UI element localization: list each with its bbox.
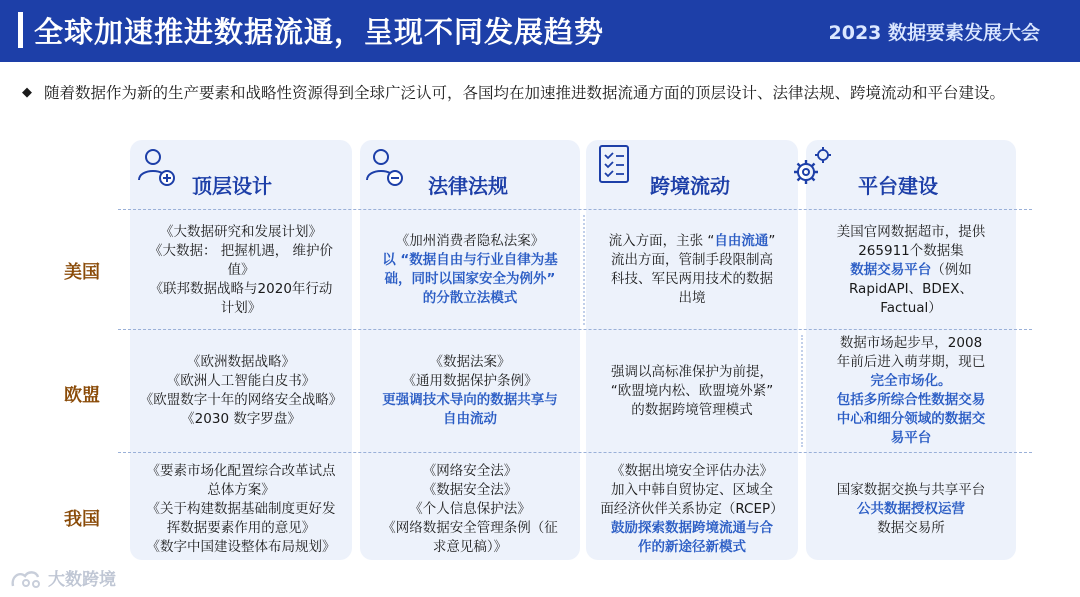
intro-text: 随着数据作为新的生产要素和战略性资源得到全球广泛认可，各国均在加速推进数据流通方面的顶层设计、法律法规、跨境流动和平台建设。 bbox=[44, 84, 1006, 102]
column-title-platform: 平台建设 bbox=[858, 174, 938, 198]
row-label-cn: 我国 bbox=[64, 509, 100, 530]
policy-line: 《2030 数字罗盘》 bbox=[181, 411, 301, 427]
gears-icon bbox=[790, 144, 836, 190]
cell-cn-platform bbox=[806, 455, 1016, 563]
policy-line: 数据市场起步早，2008 bbox=[839, 335, 983, 351]
policy-line: 数据交易所 bbox=[877, 519, 945, 536]
policy-line: 《加州消费者隐私法案》 bbox=[395, 233, 545, 249]
watermark bbox=[10, 565, 116, 591]
policy-line: 《欧盟数字十年的网络安全战略》 bbox=[139, 392, 343, 408]
column-divider bbox=[583, 215, 585, 325]
policy-line: 求意见稿）》 bbox=[432, 538, 508, 555]
policy-line: RapidAPI、BDEX、 bbox=[848, 280, 974, 297]
cell-eu-platform bbox=[806, 332, 1016, 450]
highlight-line: 公共数据授权运营 bbox=[857, 500, 965, 517]
policy-line: 《欧洲数据战略》 bbox=[187, 354, 295, 370]
policy-line: 《数字中国建设整体布局规划》 bbox=[146, 538, 336, 555]
text-fragment: （例如 bbox=[931, 261, 972, 278]
watermark-logo-icon bbox=[10, 569, 44, 591]
highlight-text: 自由流通 bbox=[714, 233, 769, 249]
highlight-line: 中心和细分领域的数据交 bbox=[836, 411, 986, 427]
policy-line: 265911个数据集 bbox=[858, 242, 964, 259]
cell-eu-law bbox=[360, 332, 580, 450]
cell-cn-cross-border bbox=[586, 455, 798, 563]
cell-us-top-design bbox=[130, 212, 352, 328]
policy-line: Factual） bbox=[880, 299, 942, 316]
policy-line: 科技、军民两用技术的数据 bbox=[610, 271, 773, 287]
policy-line: 《数据安全法》 bbox=[422, 481, 518, 498]
policy-line: 出境 bbox=[678, 290, 706, 306]
policy-line: 总体方案》 bbox=[207, 481, 275, 498]
policy-line: 《欧洲人工智能白皮书》 bbox=[166, 373, 316, 389]
policy-line: 《要素市场化配置综合改革试点 bbox=[146, 462, 336, 479]
title-banner bbox=[0, 0, 1080, 62]
row-label-us: 美国 bbox=[64, 262, 100, 283]
row-divider bbox=[118, 209, 1032, 210]
highlight-line: 自由流动 bbox=[443, 411, 497, 427]
highlight-line: 以 “数据自由与行业自律为基 bbox=[382, 252, 558, 268]
column-title-law: 法律法规 bbox=[428, 174, 508, 198]
policy-line: 《大数据研究和发展计划》 bbox=[160, 223, 322, 240]
column-title-cross-border: 跨境流动 bbox=[650, 174, 730, 198]
user-add-icon bbox=[136, 144, 176, 190]
text-fragment: 流入方面，主张 “ bbox=[608, 233, 715, 249]
cell-eu-top-design bbox=[130, 332, 352, 450]
policy-line: 年前后进入萌芽期，现已 bbox=[836, 354, 986, 370]
policy-line: 流出方面，管制手段限制高 bbox=[610, 252, 773, 268]
highlight-line: 鼓励探索数据跨境流通与合 bbox=[611, 519, 773, 536]
policy-line: 值》 bbox=[227, 261, 255, 278]
policy-line: 《联邦数据战略与2020年行动 bbox=[149, 280, 333, 297]
policy-line bbox=[837, 261, 986, 280]
highlight-line: 更强调技术导向的数据共享与 bbox=[382, 392, 558, 408]
highlight-line: 础，同时以国家安全为例外” bbox=[384, 271, 556, 287]
highlight-line: 的分散立法模式 bbox=[422, 290, 518, 306]
checklist-document-icon bbox=[596, 144, 636, 190]
policy-line: 加入中韩自贸协定、区域全 bbox=[611, 481, 773, 498]
policy-line: 《关于构建数据基础制度更好发 bbox=[146, 500, 336, 517]
highlight-text: 数据交易平台 bbox=[850, 261, 932, 278]
cell-eu-cross-border bbox=[586, 332, 798, 450]
cell-cn-top-design bbox=[130, 455, 352, 563]
column-header-platform bbox=[806, 140, 1016, 208]
column-header-cross-border bbox=[586, 140, 798, 208]
policy-line: 的数据跨境管理模式 bbox=[631, 401, 753, 418]
intro-paragraph bbox=[22, 80, 1067, 106]
row-label-eu: 欧盟 bbox=[64, 385, 100, 406]
policy-line: 《个人信息保护法》 bbox=[409, 500, 531, 517]
cell-us-platform bbox=[806, 212, 1016, 328]
policy-line: 计划》 bbox=[220, 299, 262, 316]
policy-line: 《大数据： 把握机遇， 维护价 bbox=[148, 242, 334, 259]
highlight-line: 包括多所综合性数据交易 bbox=[836, 392, 986, 408]
highlight-line: 易平台 bbox=[890, 430, 932, 446]
policy-line: 《数据法案》 bbox=[429, 354, 511, 370]
highlight-line: 完全市场化。 bbox=[870, 373, 952, 389]
watermark-text: 大数跨境 bbox=[48, 570, 116, 590]
column-title-top-design: 顶层设计 bbox=[192, 174, 272, 198]
page-title: 全球加速推进数据流通，呈现不同发展趋势 bbox=[34, 15, 605, 49]
highlight-line: 作的新途径新模式 bbox=[638, 538, 746, 555]
column-divider bbox=[801, 335, 803, 447]
policy-line: 《网络安全法》 bbox=[422, 462, 518, 479]
column-header-top-design bbox=[130, 140, 352, 208]
policy-line: 《数据出境安全评估办法》 bbox=[611, 462, 773, 479]
user-remove-icon bbox=[364, 144, 404, 190]
policy-line: 《网络数据安全管理条例（征 bbox=[382, 519, 558, 536]
row-divider bbox=[118, 452, 1032, 453]
title-accent-bar bbox=[18, 12, 23, 48]
text-fragment: ” bbox=[768, 233, 776, 249]
row-divider bbox=[118, 329, 1032, 330]
cell-cn-law bbox=[360, 455, 580, 563]
diamond-bullet-icon: ◆ bbox=[22, 85, 32, 100]
cell-us-cross-border bbox=[586, 212, 798, 328]
event-name: 2023 数据要素发展大会 bbox=[828, 22, 1040, 44]
policy-line: 美国官网数据超市，提供 bbox=[836, 223, 986, 240]
cell-us-law bbox=[360, 212, 580, 328]
policy-line: 国家数据交换与共享平台 bbox=[836, 481, 986, 498]
column-header-law bbox=[360, 140, 580, 208]
policy-line: 强调以高标准保护为前提， bbox=[611, 363, 773, 380]
policy-line: 挥数据要素作用的意见》 bbox=[166, 519, 316, 536]
policy-line: 面经济伙伴关系协定（RCEP） bbox=[600, 500, 784, 517]
policy-line: “欧盟境内松、欧盟境外紧” bbox=[610, 382, 774, 399]
policy-line: 《通用数据保护条例》 bbox=[402, 373, 538, 389]
policy-line bbox=[609, 232, 776, 251]
